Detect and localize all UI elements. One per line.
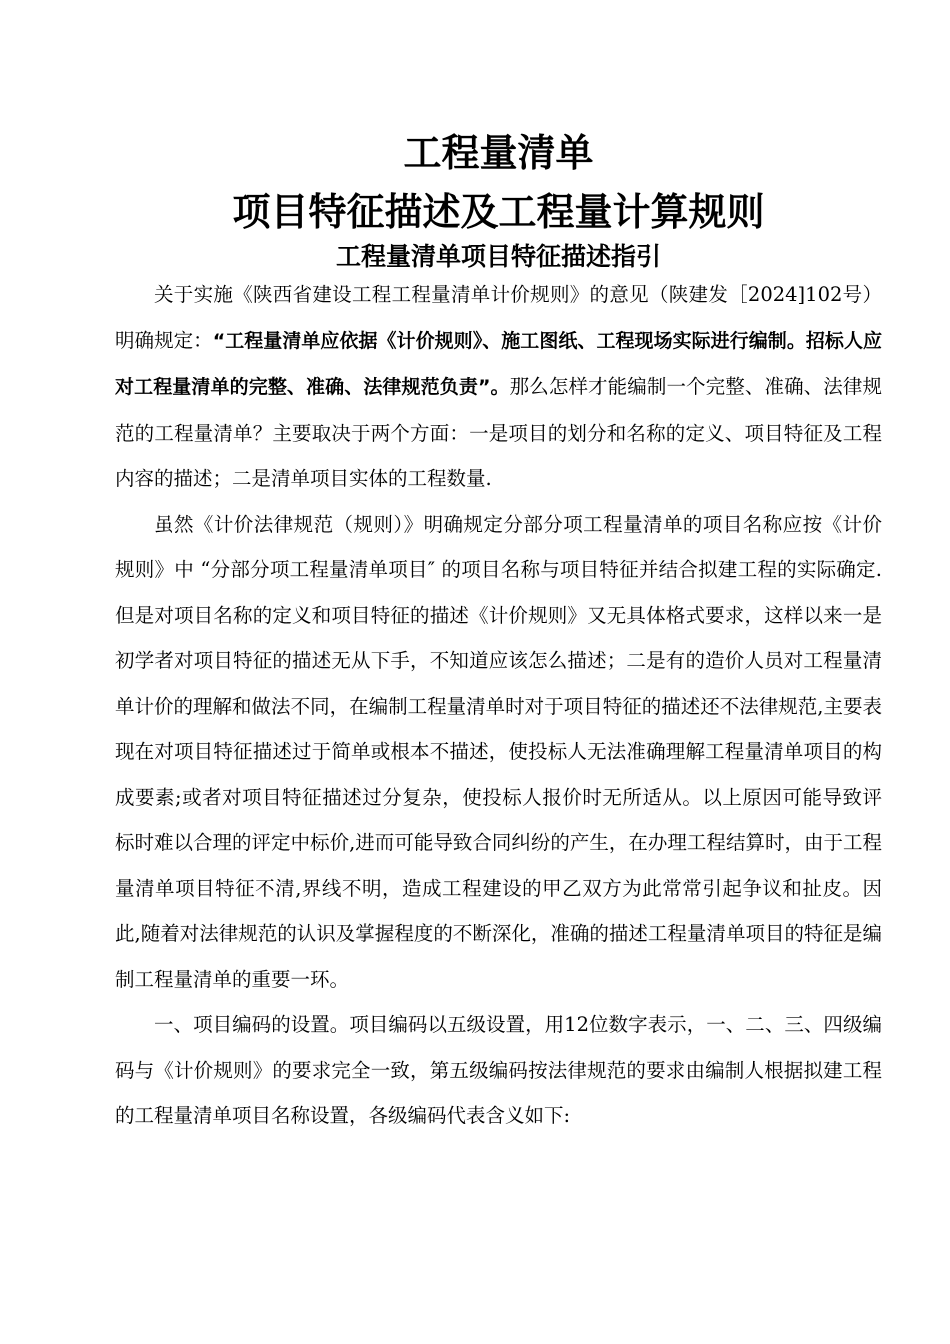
paragraph-intro: [115, 272, 882, 502]
paragraph-intro-quote: “工程量清单应依据《计价规则》、施工图纸、工程现场实际进行编制。招标人应对工程量清单的完整、准确、法律规范负责”。: [115, 329, 882, 398]
paragraph-item-code: 一、项目编码的设置。项目编码以五级设置，用12位数字表示，一、二、三、四级编码与《计价规则》的要求完全一致，第五级编码按法律规范的要求由编制人根据拟建工程的工程量清单项目名称设置，各级编码代表含义如下:: [115, 1013, 882, 1127]
paragraph-intro-lead: 关于实施《陕西省建设工程工程量清单计价规则》的意见（陕建发［2024]102号）明确规定：: [115, 283, 882, 352]
paragraph-background: 虽然《计价法律规范（规则）》明确规定分部分项工程量清单的项目名称应按《计价规则》中 “分部分项工程量清单项目″ 的项目名称与项目特征并结合拟建工程的实际确定.但是对项目名称的定义和项目特征的描述《计价规则》又无具体格式要求，这样以来一是初学者对项目特征的描述无从下手，不知道应该怎么描述；二是有的造价人员对工程量清单计价的理解和做法不同，在编制工程量清单时对于项目特征的描述还不法律规范,主要表现在对项目特征描述过于简单或根本不描述，使投标人无法准确理解工程量清单项目的构成要素;或者对项目特征描述过分复杂，使投标人报价时无所适从。以上原因可能导致评标时难以合理的评定中标价,进而可能导致合同纠纷的产生，在办理工程结算时，由于工程量清单项目特征不清,界线不明，造成工程建设的甲乙双方为此常常引起争议和扯皮。因此,随着对法律规范的认识及掌握程度的不断深化，准确的描述工程量清单项目的特征是编制工程量清单的重要一环。: [115, 512, 882, 991]
paragraph-intro-tail: 那么怎样才能编制一个完整、准确、法律规范的工程量清单？主要取决于两个方面：一是项目的划分和名称的定义、项目特征及工程内容的描述；二是清单项目实体的工程数量.: [115, 375, 882, 490]
section-heading: 工程量清单项目特征描述指引: [335, 242, 661, 271]
document-subtitle: 项目特征描述及工程量计算规则: [232, 190, 765, 234]
document-title: 工程量清单: [403, 131, 594, 175]
